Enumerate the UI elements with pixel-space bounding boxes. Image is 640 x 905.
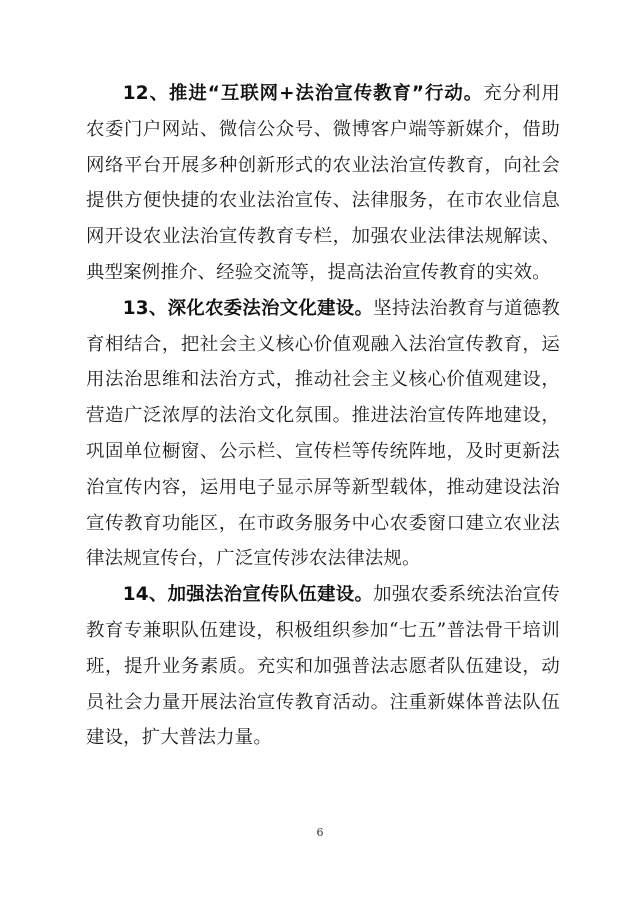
page-number: 6 <box>316 826 324 839</box>
section-14-heading: 14、加强法治宣传队伍建设。 <box>122 584 374 606</box>
document-body <box>86 76 560 756</box>
section-12-heading: 12、推进“互联网+法治宣传教育”行动。 <box>122 83 484 104</box>
section-13-heading: 13、深化农委法治文化建设。 <box>122 297 374 319</box>
section-14-paragraph <box>86 577 560 756</box>
section-14-body: 加强农委系统法治宣传教育专兼职队伍建设，积极组织参加“七五”普法骨干培训班，提升业务素质。充实和加强普法志愿者队伍建设，动员社会力量开展法治宣传教育活动。注重新媒体普法队伍建设，扩大普法力量。 <box>86 584 560 749</box>
section-12-body: 充分利用农委门户网站、微信公众号、微博客户端等新媒介，借助网络平台开展多种创新形式的农业法治宣传教育，向社会提供方便快捷的农业法治宣传、法律服务，在市农业信息网开设农业法治宣传教育专栏，加强农业法律法规解读、典型案例推介、经验交流等，提高法治宣传教育的实效。 <box>86 83 560 283</box>
section-12-paragraph <box>86 76 560 291</box>
section-13-body: 坚持法治教育与道德教育相结合，把社会主义核心价值观融入法治宣传教育，运用法治思维和法治方式，推动社会主义核心价值观建设，营造广泛浓厚的法治文化氛围。推进法治宣传阵地建设，巩固单位橱窗、公示栏、宣传栏等传统阵地，及时更新法治宣传内容，运用电子显示屏等新型载体，推动建设法治宣传教育功能区，在市政务服务中心农委窗口建立农业法律法规宣传台，广泛宣传涉农法律法规。 <box>86 297 560 570</box>
section-13-paragraph <box>86 291 560 577</box>
